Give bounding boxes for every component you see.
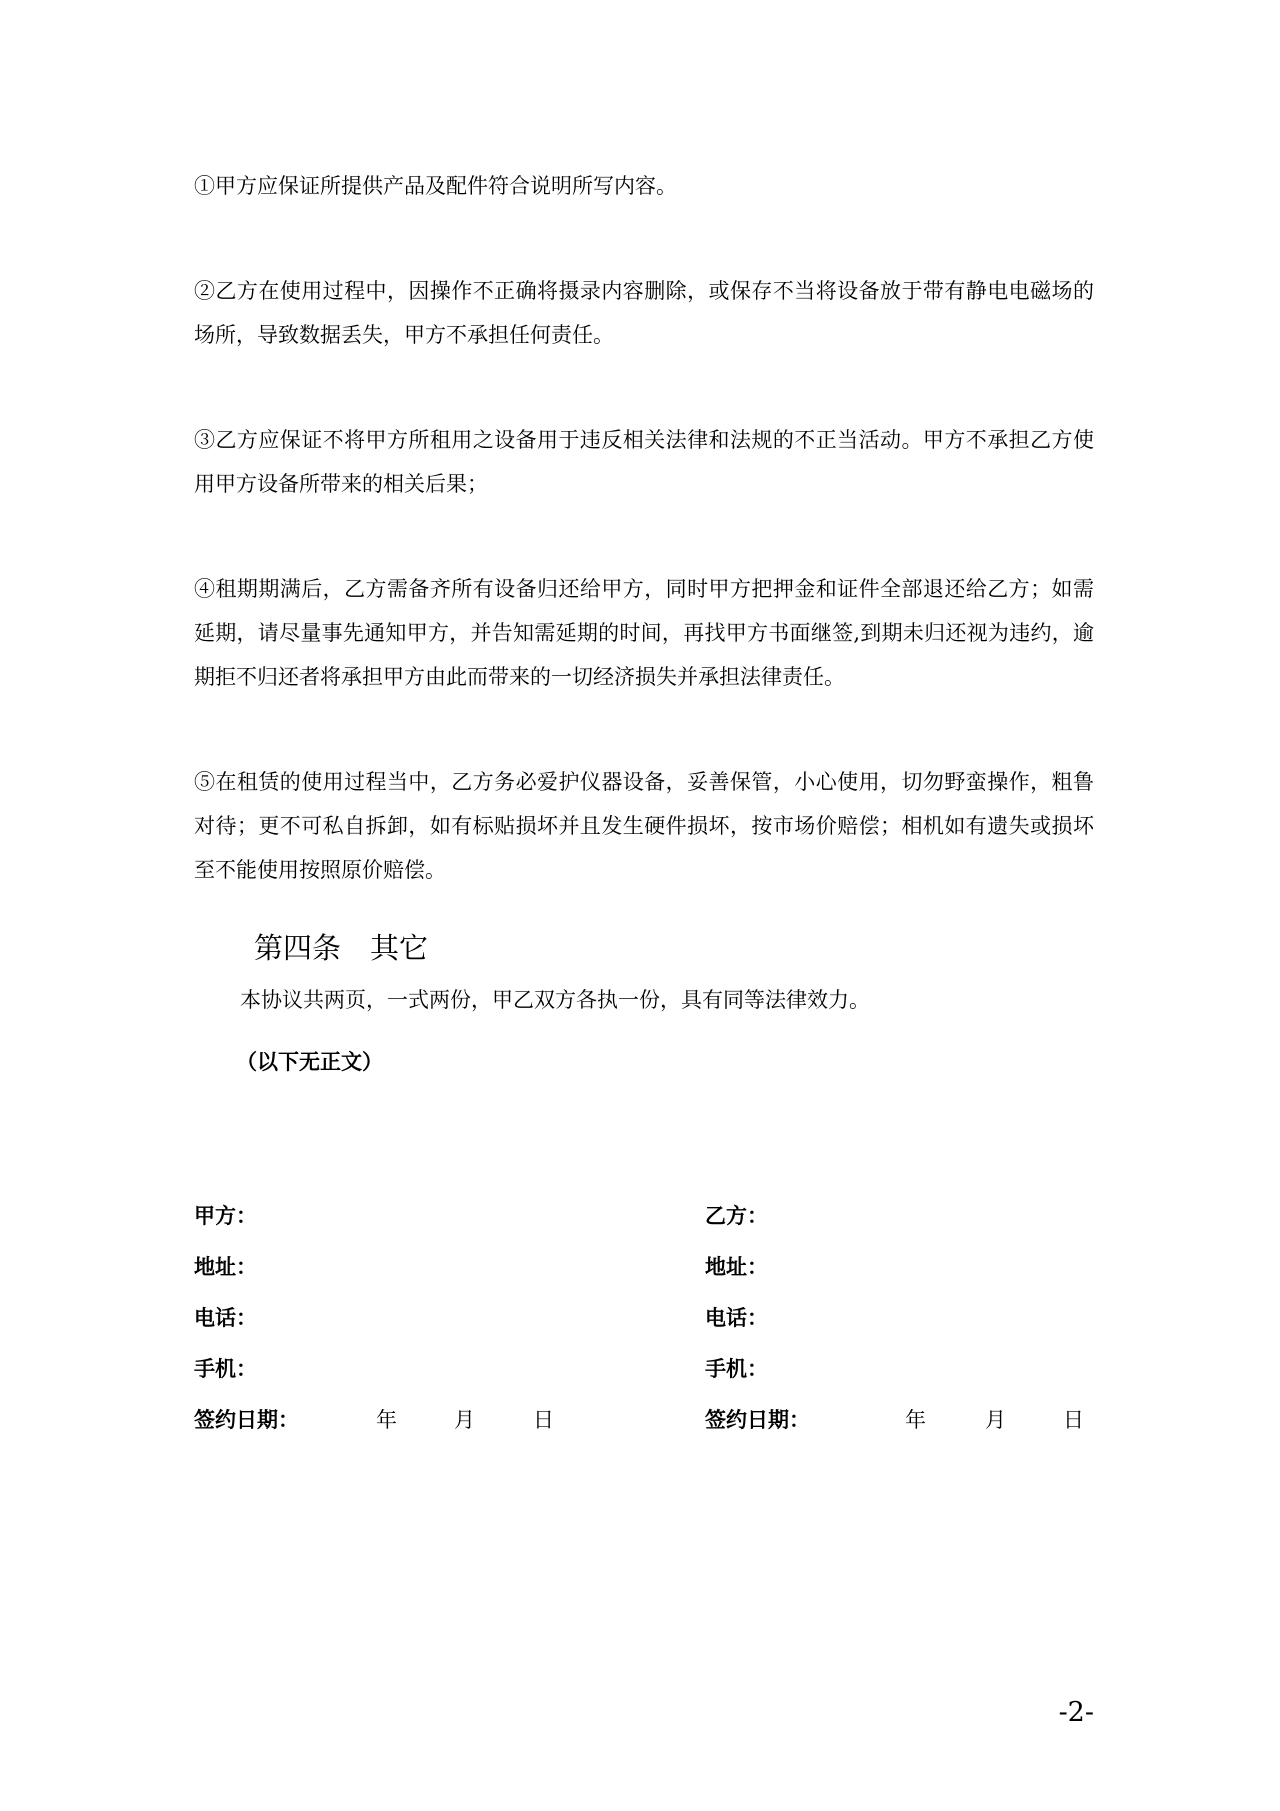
clause-5: ⑤在租赁的使用过程当中，乙方务必爱护仪器设备，妥善保管，小心使用，切勿野蛮操作，粗鲁对待；更不可私自拆卸，如有标贴损坏并且发生硬件损坏，按市场价赔偿；相机如有遗失或损坏至不能使用按照原价赔偿。: [194, 770, 1094, 882]
party-b-signature-block: [705, 1200, 1125, 1455]
party-a-month-label: 月: [454, 1408, 475, 1432]
party-b-label: 乙方：: [705, 1203, 768, 1228]
clause-4: ④租期期满后，乙方需备齐所有设备归还给甲方，同时甲方把押金和证件全部退还给乙方；如需延期，请尽量事先通知甲方，并告知需延期的时间，再找甲方书面继签,到期未归还视为违约，逾期拒不归还者将承担甲方由此而带来的一切经济损失并承担法律责任。: [194, 577, 1094, 689]
party-a-sign-date-row: [194, 1404, 614, 1455]
section-body: 本协议共两页，一式两份，甲乙双方各执一份，具有同等法律效力。: [240, 988, 870, 1012]
page-number: -2-: [1058, 1697, 1094, 1728]
party-b-year-label: 年: [905, 1408, 926, 1432]
party-b-sign-date-row: [705, 1404, 1125, 1455]
section-title: 第四条 其它: [254, 931, 429, 965]
end-note: （以下无正文）: [236, 1049, 383, 1074]
clause-2: ②乙方在使用过程中，因操作不正确将摄录内容删除，或保存不当将设备放于带有静电电磁场的场所，导致数据丢失，甲方不承担任何责任。: [194, 279, 1094, 347]
party-a-phone-label: 电话：: [194, 1305, 257, 1330]
party-a-year-label: 年: [376, 1408, 397, 1432]
party-b-phone-label: 电话：: [705, 1305, 768, 1330]
party-a-day-label: 日: [533, 1408, 554, 1432]
clause-3: ③乙方应保证不将甲方所租用之设备用于违反相关法律和法规的不正当活动。甲方不承担乙方使用甲方设备所带来的相关后果；: [194, 428, 1094, 496]
party-b-month-label: 月: [985, 1408, 1006, 1432]
party-a-mobile-label: 手机：: [194, 1356, 257, 1381]
clause-list: [194, 164, 1094, 892]
clause-1: ①甲方应保证所提供产品及配件符合说明所写内容。: [194, 174, 677, 198]
party-a-sign-date-label: 签约日期：: [194, 1407, 299, 1432]
party-a-label: 甲方：: [194, 1203, 257, 1228]
party-b-sign-date-label: 签约日期：: [705, 1407, 810, 1432]
party-b-mobile-label: 手机：: [705, 1356, 768, 1381]
party-a-signature-block: [194, 1200, 614, 1455]
party-a-address-label: 地址：: [194, 1254, 257, 1279]
party-b-day-label: 日: [1063, 1408, 1084, 1432]
party-b-address-label: 地址：: [705, 1254, 768, 1279]
